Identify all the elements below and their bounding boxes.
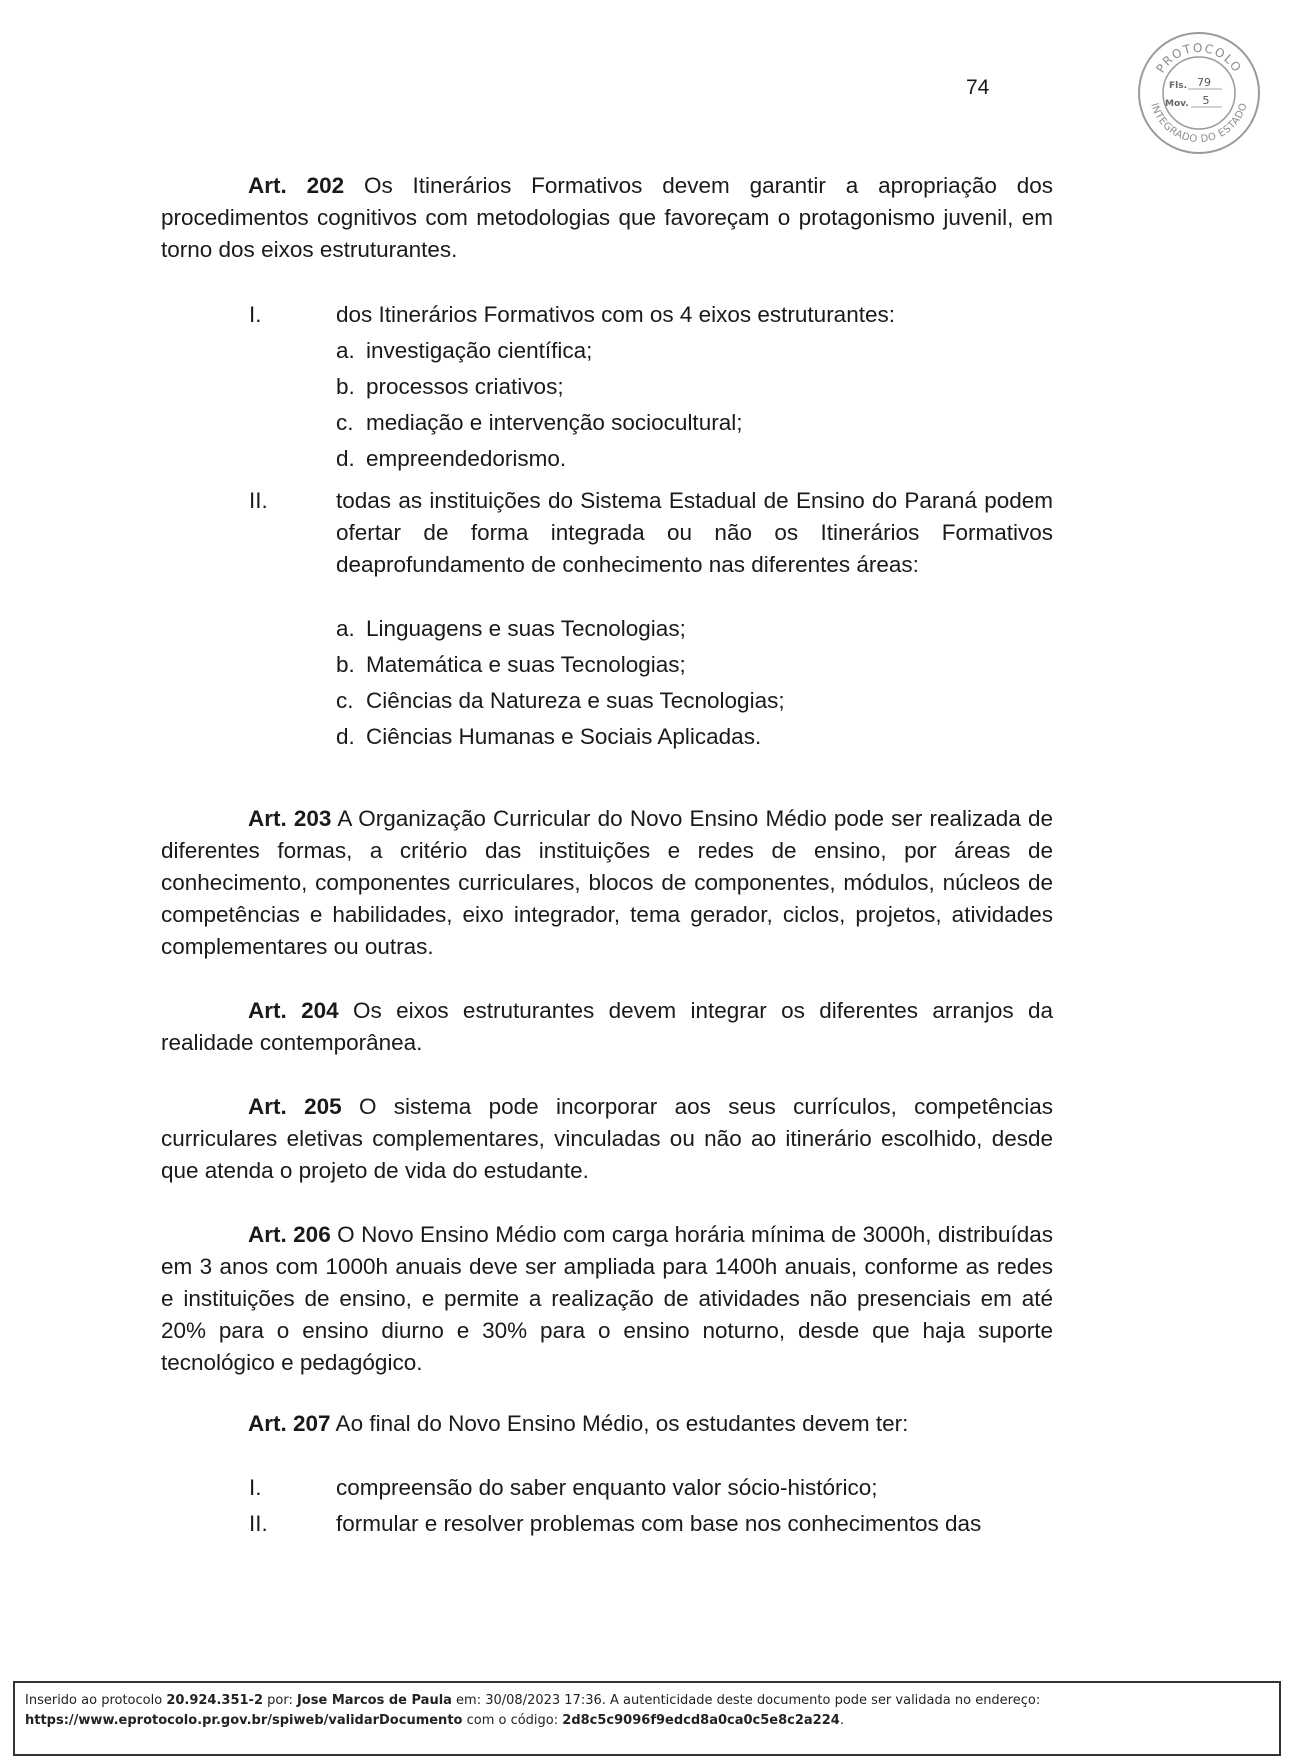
article-205 xyxy=(161,1091,1053,1187)
article-207-item-2-numeral: II. xyxy=(249,1511,268,1536)
article-202-item-2-text: todas as instituições do Sistema Estadual de Ensino do Paraná podem ofertar de forma integrada ou não os Itinerários Formativos deaprofundamento de conhecimento nas diferentes áreas: xyxy=(336,488,1053,577)
svg-text:INTEGRADO DO ESTADO xyxy=(1148,102,1249,146)
article-202-text: Os Itinerários Formativos devem garantir a apropriação dos procedimentos cognitivos com metodologias que favoreçam o protagonismo juvenil, em torno dos eixos estruturantes. xyxy=(161,173,1053,262)
article-207-item-2-text: formular e resolver problemas com base nos conhecimentos das xyxy=(336,1511,982,1536)
article-202-item-2-sub-b: b. Matemática e suas Tecnologias; xyxy=(336,652,686,677)
article-202 xyxy=(161,170,1053,266)
article-202-item-1-text: dos Itinerários Formativos com os 4 eixos estruturantes: xyxy=(336,302,895,327)
article-203-text: A Organização Curricular do Novo Ensino Médio pode ser realizada de diferentes formas, a critério das instituições e redes de ensino, por áreas de conhecimento, componentes curriculares, blocos de componentes, módulos, núcleos de competências e habilidades, eixo integrador, tema gerador, ciclos, projetos, atividades complementares ou outras. xyxy=(161,806,1054,959)
article-205-text: O sistema pode incorporar aos seus currículos, competências curriculares eletivas complementares, vinculadas ou não ao itinerário escolhido, desde que atenda o projeto de vida do estudante. xyxy=(161,1094,1053,1183)
article-204 xyxy=(161,995,1053,1059)
stamp-fls-value: 79 xyxy=(1197,76,1211,89)
article-202-item-2-sub-d: d. Ciências Humanas e Sociais Aplicadas. xyxy=(336,724,762,749)
article-206-label: Art. 206 xyxy=(248,1222,331,1247)
page-number: 74 xyxy=(966,76,990,99)
article-204-label: Art. 204 xyxy=(248,998,339,1023)
protocol-stamp xyxy=(1136,30,1262,156)
article-203 xyxy=(161,803,1053,963)
footer-line-2: https://www.eprotocolo.pr.gov.br/spiweb/validarDocumento com o código: 2d8c5c9096f9edcd8a0ca0c5e8c2a224. xyxy=(25,1713,844,1728)
article-202-item-1-sub-c: c. mediação e intervenção sociocultural; xyxy=(336,410,743,435)
article-207-label: Art. 207 xyxy=(248,1411,331,1436)
article-202-item-1-sub-a: a. investigação científica; xyxy=(336,338,593,363)
article-202-item-1-numeral: I. xyxy=(249,302,262,327)
article-207 xyxy=(248,1408,908,1440)
footer-protocol-number: 20.924.351-2 xyxy=(166,1693,263,1708)
article-206 xyxy=(161,1219,1053,1379)
article-202-item-1-sub-d: d. empreendedorismo. xyxy=(336,446,567,471)
stamp-mov-value: 5 xyxy=(1202,94,1210,107)
footer-author: Jose Marcos de Paula xyxy=(296,1693,452,1708)
article-206-text: O Novo Ensino Médio com carga horária mínima de 3000h, distribuídas em 3 anos com 1000h anuais deve ser ampliada para 1400h anuais, conforme as redes e instituições de ensino, e permite a realização de atividades não presenciais em até 20% para o ensino diurno e 30% para o ensino noturno, desde que haja suporte tecnológico e pedagógico. xyxy=(161,1222,1053,1375)
article-202-item-2-sub-a: a. Linguagens e suas Tecnologias; xyxy=(336,616,686,641)
stamp-mov-label: Mov. xyxy=(1165,99,1189,109)
article-204-text: Os eixos estruturantes devem integrar os diferentes arranjos da realidade contemporânea. xyxy=(161,998,1053,1055)
stamp-bottom-text: INTEGRADO DO ESTADO xyxy=(1148,101,1250,146)
article-203-label: Art. 203 xyxy=(248,806,332,831)
footer-validation-code: 2d8c5c9096f9edcd8a0ca0c5e8c2a224 xyxy=(562,1713,840,1728)
article-202-item-2-numeral: II. xyxy=(249,488,268,513)
authenticity-footer xyxy=(13,1681,1281,1756)
article-207-item-1-text: compreensão do saber enquanto valor sócio-histórico; xyxy=(336,1475,878,1500)
stamp-fls-label: Fls. xyxy=(1169,81,1188,91)
svg-text:PROTOCOLO xyxy=(1153,41,1244,76)
article-205-label: Art. 205 xyxy=(248,1094,342,1119)
footer-line-1: Inserido ao protocolo 20.924.351-2 por: Jose Marcos de Paula em: 30/08/2023 17:36. A autenticidade deste documento pode ser validada no endereço: xyxy=(25,1693,1041,1708)
footer-validation-link[interactable]: https://www.eprotocolo.pr.gov.br/spiweb/validarDocumento xyxy=(25,1713,463,1728)
stamp-top-text: PROTOCOLO xyxy=(1153,40,1245,76)
article-207-text: Ao final do Novo Ensino Médio, os estudantes devem ter: xyxy=(330,1411,909,1436)
article-202-item-1-sub-b: b. processos criativos; xyxy=(336,374,564,399)
article-207-item-1-numeral: I. xyxy=(249,1475,262,1500)
article-202-label: Art. 202 xyxy=(248,173,345,198)
article-202-item-2-sub-c: c. Ciências da Natureza e suas Tecnologias; xyxy=(336,688,785,713)
